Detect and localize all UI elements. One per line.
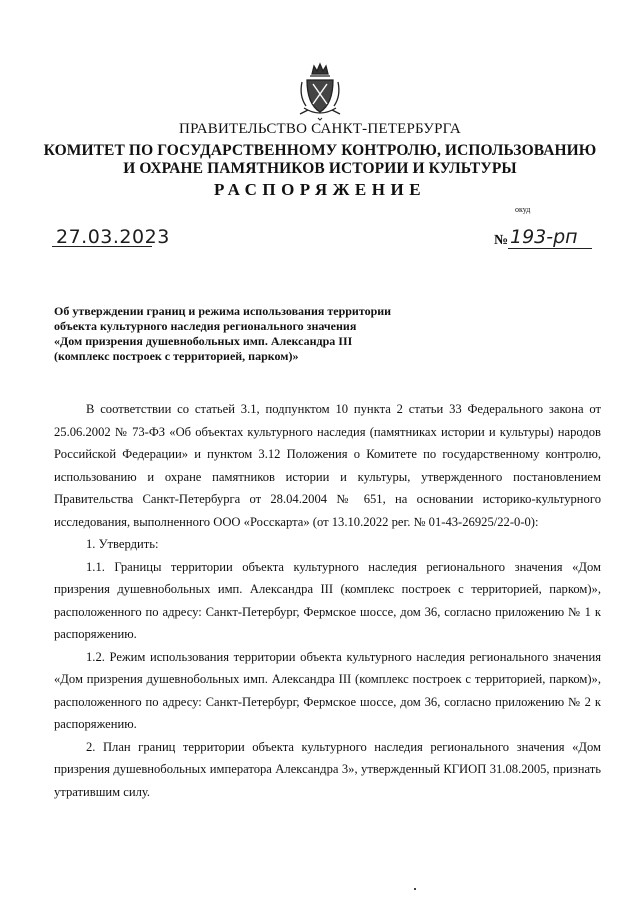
clause-1-2: 1.2. Режим использования территории объекта культурного наследия регионального значения «Дом призрения душевнобольных имп. Александра III (комплекс построек с территорией, парком)», расположенного по адресу: Санкт-Петербург, Фермское шоссе, дом 36, согласно приложению № 2 к распоряжению. <box>54 649 601 731</box>
subject-line: объекта культурного наследия регионального значения <box>54 319 357 333</box>
order-number: 193-рп <box>510 226 578 248</box>
document-type: РАСПОРЯЖЕНИЕ <box>213 180 427 199</box>
scan-speck <box>414 888 416 890</box>
clause-1: 1. Утвердить: <box>86 537 159 551</box>
subject-line: «Дом призрения душевнобольных имп. Александра III <box>54 334 353 348</box>
order-body <box>54 398 601 803</box>
subject-line: (комплекс построек с территорией, парком)» <box>54 349 299 363</box>
clause-1-1: 1.1. Границы территории объекта культурного наследия регионального значения «Дом призрения душевнобольных имп. Александра III (комплекс построек с территорией, парком)», расположенного по адресу: Санкт-Петербург, Фермское шоссе, дом 36, согласно приложению № 1 к распоряжению. <box>54 559 601 641</box>
okud-label: окуд <box>515 205 531 214</box>
clause-2: 2. План границ территории объекта культурного наследия регионального значения «Дом призрения душевнобольных императора Александра 3», утвержденный КГИОП 31.08.2005, признать утратившим силу. <box>54 739 601 799</box>
coat-of-arms-icon <box>298 62 342 122</box>
number-underline <box>508 248 592 249</box>
committee-name-line2: И ОХРАНЕ ПАМЯТНИКОВ ИСТОРИИ И КУЛЬТУРЫ <box>123 160 517 177</box>
order-date: 27.03.2023 <box>56 226 170 248</box>
order-subject <box>54 304 391 364</box>
date-underline <box>52 246 152 247</box>
government-name: ПРАВИТЕЛЬСТВО САНКТ-ПЕТЕРБУРГА <box>179 121 461 137</box>
subject-line: Об утверждении границ и режима использования территории <box>54 304 392 318</box>
order-number-label: № <box>494 233 509 248</box>
committee-name-line1: КОМИТЕТ ПО ГОСУДАРСТВЕННОМУ КОНТРОЛЮ, ИСПОЛЬЗОВАНИЮ <box>43 142 597 159</box>
preamble-paragraph: В соответствии со статьей 3.1, подпунктом 10 пункта 2 статьи 33 Федерального закона от 25.06.2002 № 73-ФЗ «Об объектах культурного наследия (памятниках истории и культуры) народов Российской Федерации» и пунктом 3.12 Положения о Комитете по государственному контролю, использованию и охране памятников истории и культуры, утвержденного постановлением Правительства Санкт-Петербурга от 28.04.2004 № 651, на основании историко-культурного исследования, выполненного ООО «Росскарта» (от 13.10.2022 рег. № 01-43-26925/22-0-0): <box>54 402 601 529</box>
